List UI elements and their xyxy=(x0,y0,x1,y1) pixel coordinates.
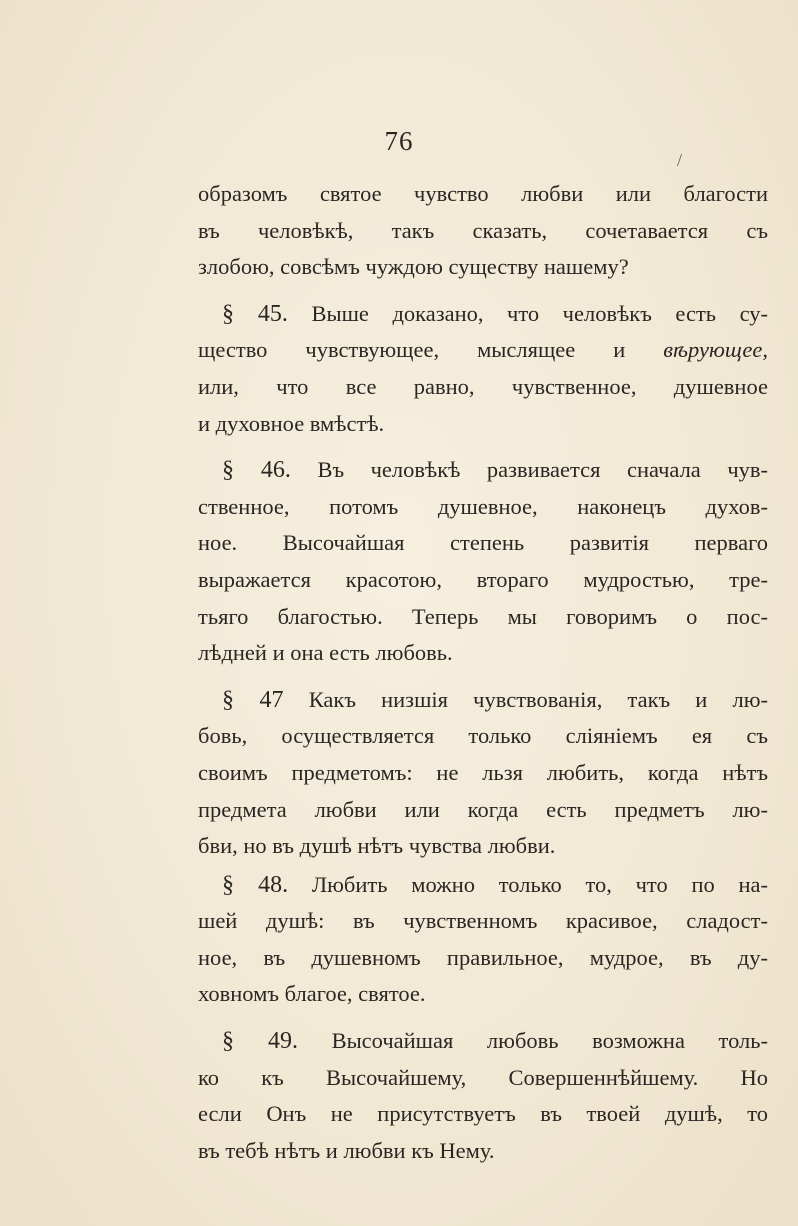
text-span: Выше доказано, что человѣкъ есть су- xyxy=(311,300,768,326)
text-line: бовь, осуществляется только сліяніемъ ея съ xyxy=(198,723,768,749)
paragraph-section-48 xyxy=(198,867,768,1013)
text-line: бви, но въ душѣ нѣтъ чувства любви. xyxy=(198,833,556,859)
text-line: ное. Высочайшая степень развитія перваго xyxy=(198,530,768,556)
text-line xyxy=(198,296,768,333)
text-span: Любить можно только то, что по на- xyxy=(311,871,768,897)
text-line xyxy=(198,867,768,904)
text-line xyxy=(198,332,768,369)
text-span: Высочайшая любовь возможна толь- xyxy=(331,1028,768,1054)
paragraph-section-45 xyxy=(198,296,768,442)
pencil-mark: / xyxy=(677,150,683,170)
text-line: тьяго благостью. Теперь мы говоримъ о пос- xyxy=(198,603,768,629)
text-span: Какъ низшія чувствованія, такъ и лю- xyxy=(308,686,768,712)
text-line xyxy=(198,1023,768,1060)
text-line: ко къ Высочайшему, Совершеннѣйшему. Но xyxy=(198,1064,768,1090)
paragraph-section-46 xyxy=(198,452,768,672)
text-line: предмета любви или когда есть предметъ лю- xyxy=(198,796,768,822)
text-line xyxy=(198,682,768,719)
section-number: § 48. xyxy=(222,871,289,898)
page-number: 76 xyxy=(384,126,414,156)
section-number: § 47 xyxy=(222,686,284,713)
text-line: своимъ предметомъ: не льзя любить, когда нѣтъ xyxy=(198,759,768,785)
section-number: § 49. xyxy=(222,1028,298,1055)
paragraph-section-47 xyxy=(198,682,768,865)
paragraph-section-49 xyxy=(198,1023,768,1169)
text-line: въ тебѣ нѣтъ и любви къ Нему. xyxy=(198,1137,495,1163)
text-line: если Онъ не присутствуетъ въ твоей душѣ, то xyxy=(198,1101,768,1127)
paragraph-continuation xyxy=(198,176,768,286)
text-line: образомъ святое чувство любви или благости xyxy=(198,181,768,206)
section-number: § 45. xyxy=(222,300,288,327)
text-line: злобою, совсѣмъ чуждою существу нашему? xyxy=(198,254,629,280)
body-text xyxy=(198,176,768,1169)
text-line: и духовное вмѣстѣ. xyxy=(198,410,385,436)
text-line: лѣдней и она есть любовь. xyxy=(198,640,453,666)
text-line: ховномъ благое, святое. xyxy=(198,981,426,1007)
text-line: выражается красотою, втораго мудростью, тре- xyxy=(198,566,768,592)
text-line: въ человѣкѣ, такъ сказать, сочетавается съ xyxy=(198,217,768,243)
italic-word: вѣрующее, xyxy=(663,337,768,363)
text-line: или, что все равно, чувственное, душевное xyxy=(198,373,768,399)
text-line xyxy=(198,452,768,489)
text-span: щество чувствующее, мыслящее и xyxy=(198,337,664,363)
text-line: шей душѣ: въ чувственномъ красивое, сладост- xyxy=(198,908,768,934)
text-span: Въ человѣкѣ развивается сначала чув- xyxy=(317,457,768,483)
section-number: § 46. xyxy=(222,457,291,484)
text-line: ственное, потомъ душевное, наконецъ духов- xyxy=(198,493,768,519)
text-line: ное, въ душевномъ правильное, мудрое, въ ду- xyxy=(198,944,768,970)
